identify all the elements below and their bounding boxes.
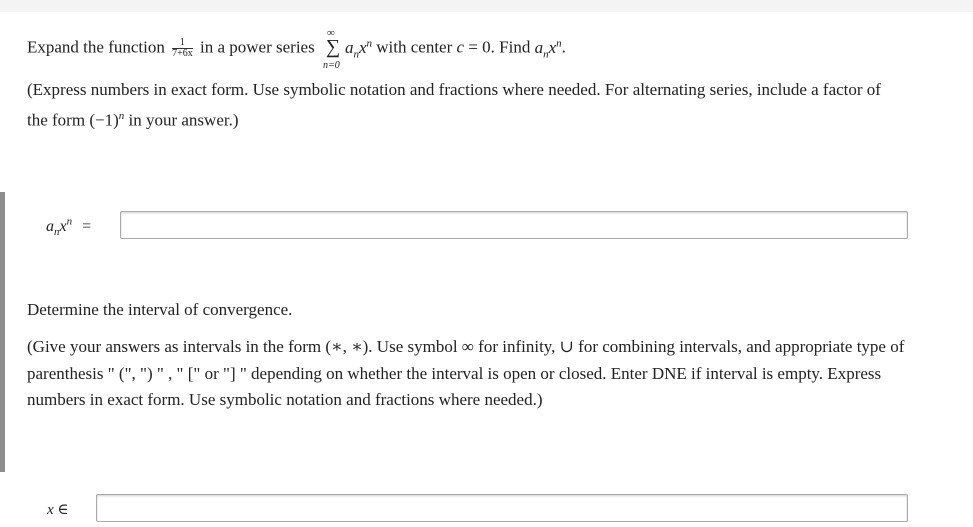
center-value: = 0. Find — [468, 37, 531, 57]
scroll-indicator[interactable] — [0, 192, 5, 472]
interval-line3: numbers in exact form. Use symbolic notation and fractions where needed.) — [27, 390, 543, 409]
question-line: Expand the function $\frac{1}{7+6x}$ in a power series ∞ ∑ n=0 $a_nx^n$ with center c = 0. Find $a_nx^n$. — [27, 26, 566, 71]
question-intro: Expand the function — [27, 37, 165, 57]
center-var: c — [456, 37, 465, 57]
instructions-line2: the form $(-1)^n$ in your answer.) — [27, 110, 239, 130]
top-strip — [0, 0, 973, 12]
series-term: $a_nx^n$ — [344, 37, 373, 61]
interval-input[interactable] — [97, 495, 907, 521]
instructions-power-series — [27, 76, 957, 134]
interval-input-box[interactable] — [96, 494, 908, 522]
interval-line2: parenthesis " (", ") " , " [" or "] " depending on whether the interval is open or closed. Enter DNE if interval is empty. Express — [27, 363, 882, 383]
instructions-line1: (Express numbers in exact form. Use symbolic notation and fractions where needed. For alternating series, include a factor of — [27, 80, 881, 99]
answer1-label: $a_nx^n$ = — [46, 216, 92, 239]
interval-label: x ∈ — [47, 502, 69, 518]
interval-line1: (Give your answers as intervals in the form (∗, ∗). Use symbol ∞ for infinity, ∪ for combining intervals, and appropriate type of — [27, 337, 905, 356]
interval-heading: Determine the interval of convergence. — [27, 300, 293, 319]
function-fraction: $\frac{1}{7+6x}$ — [172, 37, 193, 60]
series-term-input-box[interactable] — [120, 211, 908, 239]
instructions-interval — [27, 334, 962, 414]
summation-symbol: ∞ ∑ n=0 — [322, 26, 341, 71]
find-term: $a_nx^n$ — [534, 37, 562, 61]
series-term-input[interactable] — [121, 212, 907, 238]
question-mid: in a power series — [200, 37, 315, 57]
center-text: with center — [376, 37, 453, 57]
